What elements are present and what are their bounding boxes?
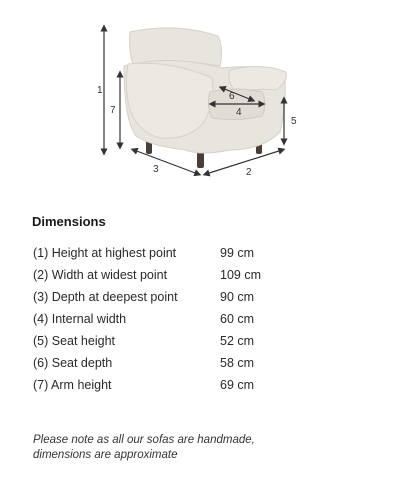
- dimension-value: 58 cm: [220, 356, 255, 370]
- callout-1: 1: [97, 85, 103, 96]
- dimension-label: (7) Arm height: [33, 378, 112, 392]
- dimension-value: 52 cm: [220, 334, 255, 348]
- dimension-row-height: [33, 242, 373, 264]
- armchair-dimension-illustration: [0, 0, 400, 195]
- callout-2: 2: [246, 167, 252, 178]
- dimension-value: 90 cm: [220, 290, 255, 304]
- dimension-row-depth: [33, 286, 373, 308]
- dimension-row-arm-height: [33, 374, 373, 396]
- dimension-row-internal-width: [33, 308, 373, 330]
- depth-arrow: [134, 150, 198, 174]
- dimension-row-width: [33, 264, 373, 286]
- callout-5: 5: [291, 116, 297, 127]
- callout-6: 6: [229, 91, 235, 102]
- dimension-value: 99 cm: [220, 246, 255, 260]
- callout-3: 3: [153, 164, 159, 175]
- callout-4: 4: [236, 107, 242, 118]
- dimension-value: 109 cm: [220, 268, 261, 282]
- dimension-label: (4) Internal width: [33, 312, 127, 326]
- dimensions-list: [33, 242, 373, 396]
- dimension-label: (2) Width at widest point: [33, 268, 168, 282]
- callout-7: 7: [110, 105, 116, 116]
- dimensions-heading: Dimensions: [32, 214, 106, 229]
- dimension-label: (5) Seat height: [33, 334, 115, 348]
- chair-arm-right: [229, 66, 286, 92]
- dimension-value: 60 cm: [220, 312, 255, 326]
- width-arrow: [206, 150, 282, 174]
- dimension-label: (6) Seat depth: [33, 356, 113, 370]
- dimension-row-seat-depth: [33, 352, 373, 374]
- dimension-label: (1) Height at highest point: [33, 246, 177, 260]
- dimension-label: (3) Depth at deepest point: [33, 290, 178, 304]
- handmade-disclaimer: Please note as all our sofas are handmade, dimensions are approximate: [33, 434, 255, 461]
- dimension-value: 69 cm: [220, 378, 255, 392]
- dimension-row-seat-height: [33, 330, 373, 352]
